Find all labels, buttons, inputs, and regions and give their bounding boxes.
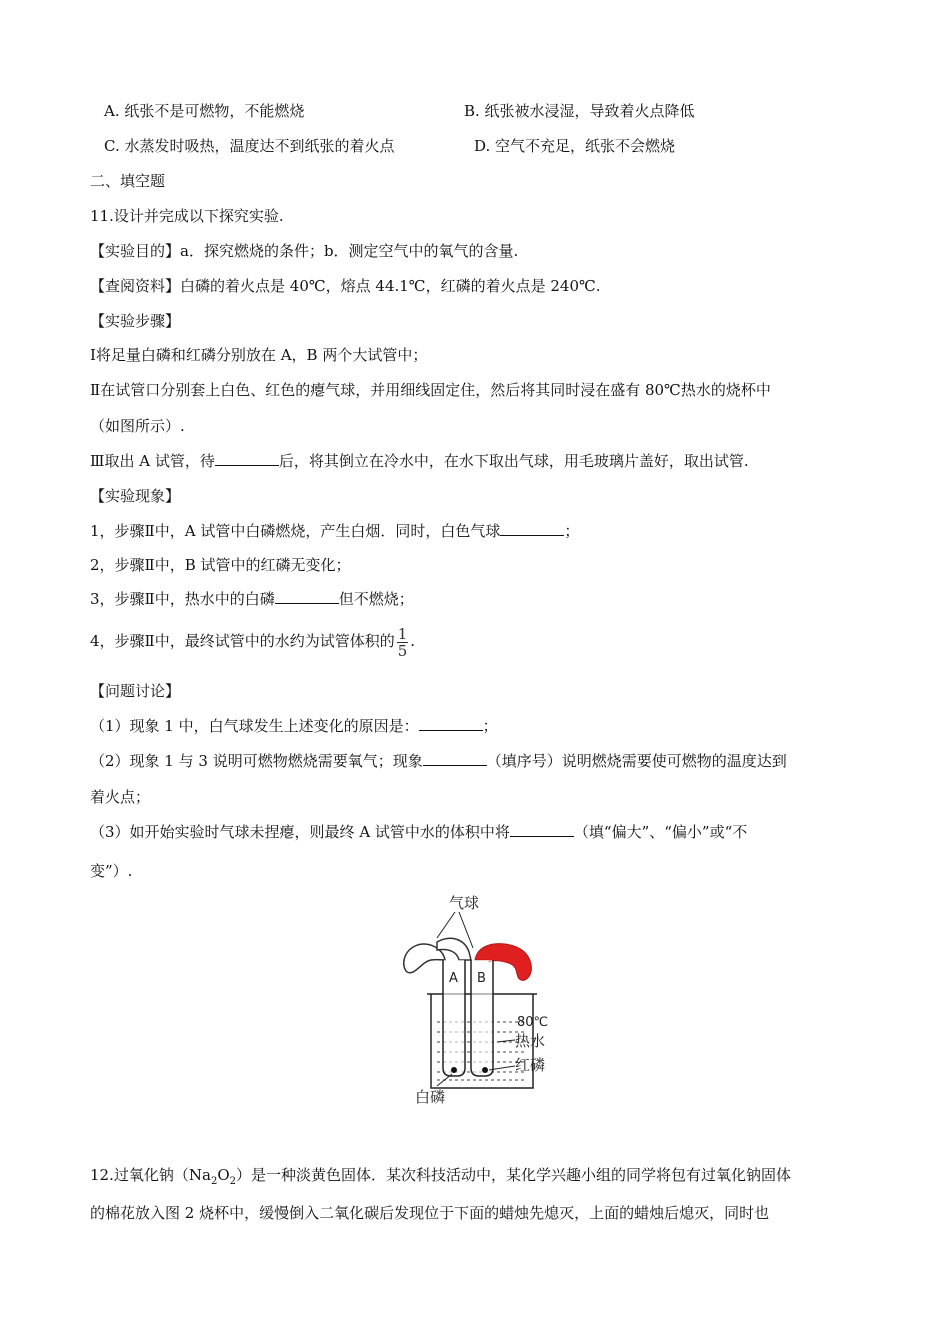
option-c: C. 水蒸发时吸热，温度达不到纸张的着火点 bbox=[104, 137, 395, 155]
balloon-pointer-left bbox=[437, 912, 455, 938]
option-b: B. 纸张被水浸湿，导致着火点降低 bbox=[464, 102, 695, 120]
tube-a-label: A bbox=[449, 971, 458, 986]
q11-reference: 【查阅资料】白磷的着火点是 40℃，熔点 44.1℃，红磷的着火点是 240℃. bbox=[90, 277, 601, 295]
temperature-label: 80℃ bbox=[517, 1015, 549, 1030]
answer-blank-step3[interactable] bbox=[215, 451, 279, 466]
phenomenon-3-before: 3，步骤Ⅱ中，热水中的白磷 bbox=[90, 590, 275, 608]
fraction-numerator: 1 bbox=[397, 624, 408, 643]
q12-line1-a: 12.过氧化钠（Na bbox=[90, 1166, 211, 1184]
discussion-1-after: ； bbox=[482, 717, 498, 735]
phenomenon-3-after: 但不燃烧； bbox=[338, 590, 414, 608]
discussion-3-before: （3）如开始实验时气球未捏瘪，则最终 A 试管中水的体积中将 bbox=[90, 823, 510, 841]
option-a: A. 纸张不是可燃物，不能燃烧 bbox=[104, 102, 305, 120]
answer-blank-d3[interactable] bbox=[510, 822, 574, 837]
phenomenon-4-after: . bbox=[410, 632, 416, 650]
answer-blank-d2[interactable] bbox=[423, 751, 487, 766]
white-phosphorus-label: 白磷 bbox=[415, 1088, 446, 1106]
discussion-2 bbox=[90, 751, 787, 771]
red-phosphorus-label: 红磷 bbox=[515, 1056, 546, 1074]
discussion-3-line2: 变”）. bbox=[90, 862, 133, 880]
step-2-line2: （如图所示）. bbox=[90, 417, 185, 435]
step-3-before: Ⅲ取出 A 试管，待 bbox=[90, 452, 215, 470]
tube-b-label: B bbox=[477, 971, 486, 986]
q12-subscript-2: 2 bbox=[229, 1176, 236, 1187]
phenomenon-1-after: ； bbox=[564, 522, 580, 540]
discussion-1-before: （1）现象 1 中，白气球发生上述变化的原因是： bbox=[90, 717, 419, 735]
discussion-3 bbox=[90, 822, 747, 842]
discussion-heading: 【问题讨论】 bbox=[90, 682, 181, 700]
q12-line1 bbox=[90, 1165, 791, 1192]
step-3 bbox=[90, 451, 749, 471]
balloon-label: 气球 bbox=[449, 894, 480, 912]
discussion-2-line2: 着火点； bbox=[90, 788, 151, 806]
phenomenon-4-before: 4，步骤Ⅱ中，最终试管中的水约为试管体积的 bbox=[90, 632, 395, 650]
fraction-one-fifth bbox=[397, 626, 409, 659]
phenomenon-1-before: 1，步骤Ⅱ中，A 试管中白磷燃烧，产生白烟．同时，白色气球 bbox=[90, 522, 501, 540]
q11-purpose: 【实验目的】a．探究燃烧的条件；b．测定空气中的氧气的含量. bbox=[90, 242, 519, 260]
q12-line1-b: O bbox=[217, 1166, 230, 1184]
option-d: D. 空气不充足，纸张不会燃烧 bbox=[474, 137, 676, 155]
discussion-2-after: （填序号）说明燃烧需要使可燃物的温度达到 bbox=[486, 752, 787, 770]
answer-blank-p3[interactable] bbox=[275, 589, 339, 604]
discussion-3-after: （填“偏大”、“偏小”或“不 bbox=[573, 823, 748, 841]
step-1: Ⅰ将足量白磷和红磷分别放在 A，B 两个大试管中； bbox=[90, 346, 428, 364]
phenomenon-4 bbox=[90, 624, 415, 659]
apparatus-diagram bbox=[397, 890, 557, 1110]
q12-subscript-1: 2 bbox=[210, 1176, 218, 1187]
red-phosphorus bbox=[482, 1067, 488, 1073]
step-2-line1: Ⅱ在试管口分别套上白色、红色的瘪气球，并用细线固定住，然后将其同时浸在盛有 80℃热水的烧杯中 bbox=[90, 381, 771, 399]
phenomenon-2: 2，步骤Ⅱ中，B 试管中的红磷无变化； bbox=[90, 556, 351, 574]
step-3-after: 后，将其倒立在冷水中，在水下取出气球，用毛玻璃片盖好，取出试管. bbox=[278, 452, 749, 470]
q12-line2: 的棉花放入图 2 烧杯中，缓慢倒入二氧化碳后发现位于下面的蜡烛先熄灭，上面的蜡烛后熄灭，同时也 bbox=[90, 1204, 770, 1222]
section-title: 二、填空题 bbox=[90, 172, 166, 190]
steps-heading: 【实验步骤】 bbox=[90, 312, 181, 330]
hot-water-label: 热水 bbox=[515, 1032, 546, 1050]
discussion-2-before: （2）现象 1 与 3 说明可燃物燃烧需要氧气；现象 bbox=[90, 752, 423, 770]
q12-line1-c: ）是一种淡黄色固体．某次科技活动中，某化学兴趣小组的同学将包有过氧化钠固体 bbox=[236, 1166, 792, 1184]
fraction-denominator: 5 bbox=[397, 641, 408, 660]
phenomena-heading: 【实验现象】 bbox=[90, 487, 181, 505]
discussion-1 bbox=[90, 716, 498, 736]
answer-blank-p1[interactable] bbox=[500, 521, 564, 536]
phenomenon-3 bbox=[90, 589, 414, 609]
experiment-figure bbox=[397, 890, 557, 1114]
answer-blank-d1[interactable] bbox=[419, 716, 483, 731]
phenomenon-1 bbox=[90, 521, 579, 541]
q11-title: 11.设计并完成以下探究实验. bbox=[90, 207, 284, 225]
white-phosphorus bbox=[451, 1067, 457, 1073]
